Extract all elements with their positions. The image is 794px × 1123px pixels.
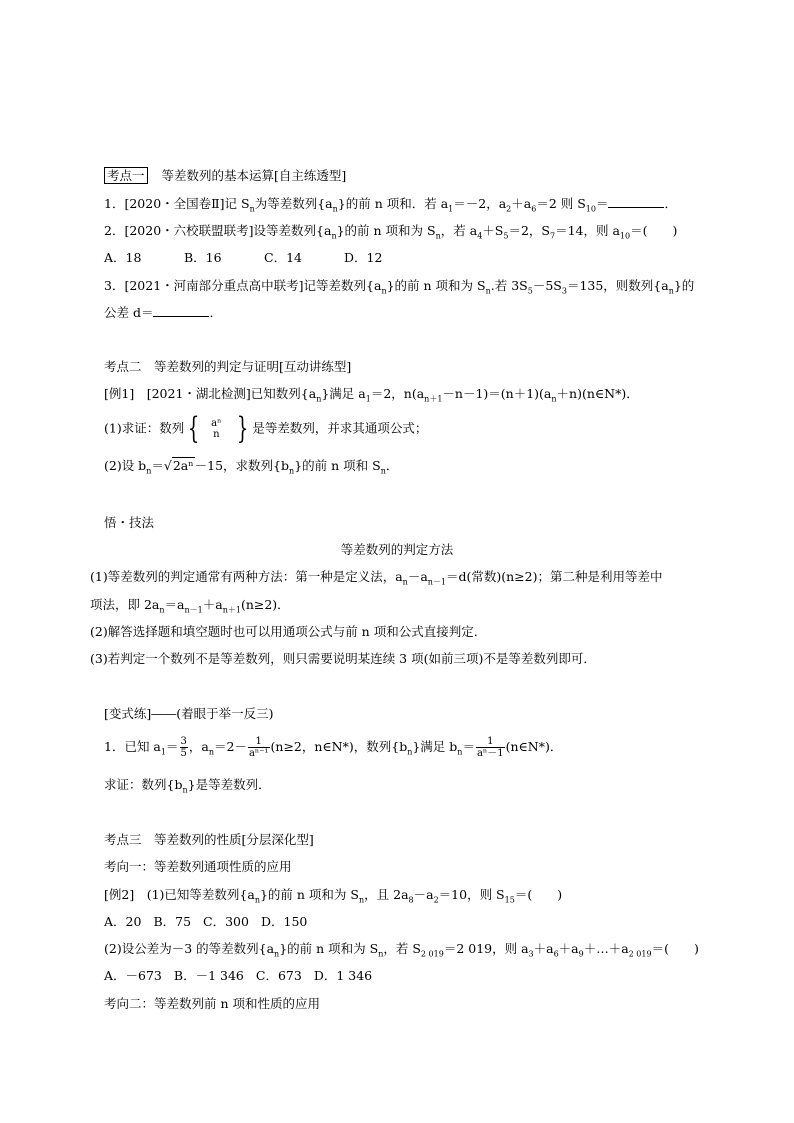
option-d[interactable]: D．12 — [344, 250, 383, 265]
left-brace-icon: { — [188, 411, 200, 446]
example-1-part-2: (2)设 $b_n=√2a^n-15$，求数列$\{b_n\}$的前 n 项和 $S_n$． — [104, 458, 399, 476]
answer-blank[interactable] — [608, 195, 664, 208]
method-line-2: 项法，即 $2a_n=a_{n-1}+a_{n+1}(n\ge 2)$． — [90, 597, 290, 615]
method-subtitle: 等差数列的判定方法 — [340, 542, 454, 557]
variant-heading: [变式练]――(着眼于举一反三) — [104, 706, 274, 721]
option-a[interactable]: A．－673 — [104, 968, 162, 983]
option-b[interactable]: B．75 — [153, 914, 192, 929]
option-d[interactable]: D．150 — [260, 914, 308, 929]
section-title: 等差数列的基本运算[自主练透型] — [161, 168, 347, 183]
example-1-part-1: (1)求证：数列 { aⁿ n } 是等差数列，并求其通项公式； — [104, 411, 428, 446]
option-b[interactable]: B．16 — [184, 250, 222, 265]
option-a[interactable]: A．20 — [104, 914, 142, 929]
answer-blank[interactable] — [153, 304, 209, 317]
method-line-3: (2)解答选择题和填空题时也可以用通项公式与前 n 项和公式直接判定． — [90, 624, 487, 639]
option-c[interactable]: C．673 — [255, 968, 302, 983]
question-2-options — [104, 249, 382, 267]
variant-line-2: 求证：数列$\{b_n\}$是等差数列． — [104, 777, 271, 795]
example-2-options — [104, 913, 307, 931]
section-tag: 考点一 — [104, 167, 148, 184]
direction-1: 考向一：等差数列通项性质的应用 — [104, 859, 292, 874]
section-3-heading: 考点三 等差数列的性质[分层深化型] — [104, 832, 314, 847]
example-1: [例1] [2021・湖北检测]已知数列$\{a_n\}$满足 $a_1=2$，$n(a_{n+1}-n-1)=(n+1)(a_n+n)(n\in N*)$． — [104, 386, 639, 404]
section-1-heading — [104, 167, 346, 185]
direction-2: 考向二：等差数列前 n 项和性质的应用 — [104, 996, 320, 1011]
question-2: 2．[2020・六校联盟联考]设等差数列$\{a_n\}$的前 n 项和为 $S_n$，若 $a_4+S_5=2$，$S_7=14$，则 $a_{10}=$( ) — [104, 223, 678, 241]
example-2b-options — [104, 967, 372, 985]
method-heading: 悟・技法 — [104, 515, 155, 530]
option-c[interactable]: C．14 — [264, 250, 302, 265]
example-2: [例2] (1)已知等差数列$\{a_n\}$的前 n 项和为 $S_n$，且 $2a_8-a_2=10$，则 $S_{15}=$( ) — [104, 887, 563, 905]
method-line-1: (1)等差数列的判定通常有两种方法：第一种是定义法，$a_n-a_{n-1}=d$(常数)(n≥2)；第二种是利用等差中 — [90, 569, 663, 587]
question-3: 3．[2021・河南部分重点高中联考]记等差数列$\{a_n\}$的前 n 项和为 $S_n$.若 $3S_5-5S_3=135$，则数列$\{a_n\}$的 — [104, 278, 695, 296]
example-2-part-2: (2)设公差为－3 的等差数列$\{a_n\}$的前 n 项和为 $S_n$，若 $S_{2 019}=2$ 019，则 $a_3+a_6+a_9+\dots+a_{2 019}=$( ) — [104, 941, 699, 959]
section-2-heading: 考点二 等差数列的判定与证明[互动讲练型] — [104, 359, 352, 374]
question-3-cont: 公差 d＝ ． — [104, 305, 222, 320]
option-d[interactable]: D．1 346 — [313, 968, 373, 983]
variant-line-1: 1．已知 $a_1=$ $\frac{3}{5}$ ，$a_n=2-$ $\frac{1}{\text{aⁿ⁻¹}}$ (n≥2，n∈N*)，数列$\{b_n\}$满足 $b_n=$ $\frac{1}{\text{aⁿ－1}}$ (n∈N*)． — [104, 736, 563, 759]
option-a[interactable]: A．18 — [104, 250, 142, 265]
option-b[interactable]: B．－1 346 — [173, 968, 244, 983]
right-brace-icon: } — [237, 411, 249, 446]
option-c[interactable]: C．300 — [203, 914, 249, 929]
method-line-4: (3)若判定一个数列不是等差数列，则只需要说明某连续 3 项(如前三项)不是等差数列即可． — [90, 651, 596, 666]
question-1: 1．[2020・全国卷Ⅱ]记 $S_n$为等差数列$\{a_n\}$的前 n 项和．若 $a_1=-2$，$a_2+a_6=2$ 则 $S_{10}=$ ． — [104, 196, 677, 214]
sqrt-icon: √ — [163, 458, 172, 473]
